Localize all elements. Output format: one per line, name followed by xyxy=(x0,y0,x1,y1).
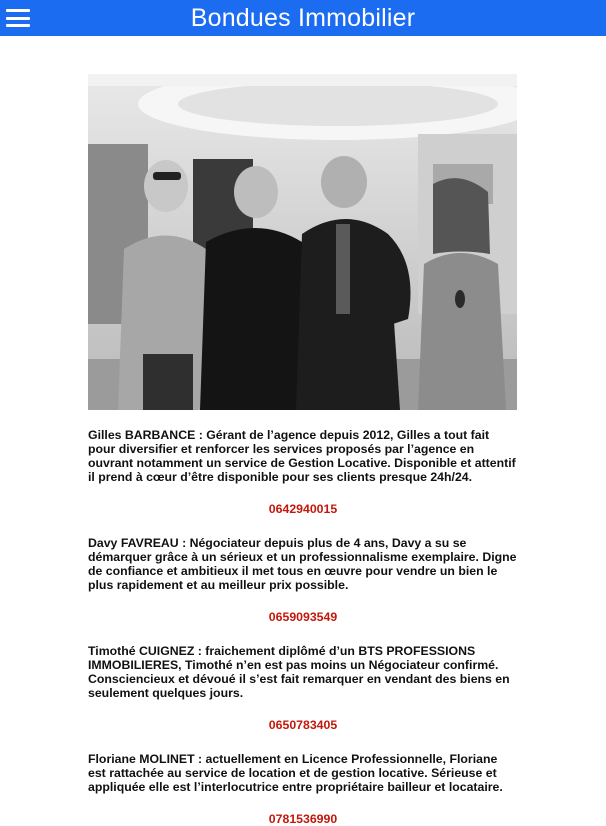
member-bio: Floriane MOLINET : actuellement en Licence Professionnelle, Floriane est rattachée au service de location et de gestion locative. Sérieuse et appliquée elle est l’interlocutrice entre propriétaire bailleur et locataire. xyxy=(88,752,503,794)
member-phone-link[interactable]: 0659093549 xyxy=(268,610,338,624)
team-photo-illustration xyxy=(88,74,517,410)
menu-bar-top xyxy=(6,9,30,12)
team-member xyxy=(88,752,518,826)
member-phone-link[interactable]: 0642940015 xyxy=(268,502,338,516)
menu-bar-middle xyxy=(6,17,30,20)
page-title: Bondues Immobilier xyxy=(190,3,416,32)
team-member xyxy=(88,536,518,624)
team-photo xyxy=(88,74,517,410)
member-phone-link[interactable]: 0781536990 xyxy=(268,812,338,826)
team-member xyxy=(88,428,518,516)
hamburger-menu-icon[interactable] xyxy=(6,9,30,27)
member-phone-link[interactable]: 0650783405 xyxy=(268,718,338,732)
menu-bar-bottom xyxy=(6,24,30,27)
member-bio: Davy FAVREAU : Négociateur depuis plus de 4 ans, Davy a su se démarquer grâce à un sérieux et un professionnalisme exemplaire. Digne de confiance et ambitieux il met tous en œuvre pour vendre un bien le plus rapidement et au meilleur prix possible. xyxy=(88,536,517,592)
team-member xyxy=(88,644,518,732)
app-header xyxy=(0,0,606,36)
member-bio: Gilles BARBANCE : Gérant de l’agence depuis 2012, Gilles a tout fait pour diversifier et renforcer les services proposés par l’agence en ouvrant notamment un service de Gestion Locative. Disponible et attentif il prend à cœur d’être disponible pour ses clients presque 24h/24. xyxy=(88,428,516,484)
team-list xyxy=(88,428,518,826)
member-bio: Timothé CUIGNEZ : fraichement diplômé d’un BTS PROFESSIONS IMMOBILIERES, Timothé n’en est pas moins un Négociateur confirmé. Consciencieux et dévoué il s’est fait remarquer en vendant des biens en seulement quelques jours. xyxy=(88,644,510,700)
